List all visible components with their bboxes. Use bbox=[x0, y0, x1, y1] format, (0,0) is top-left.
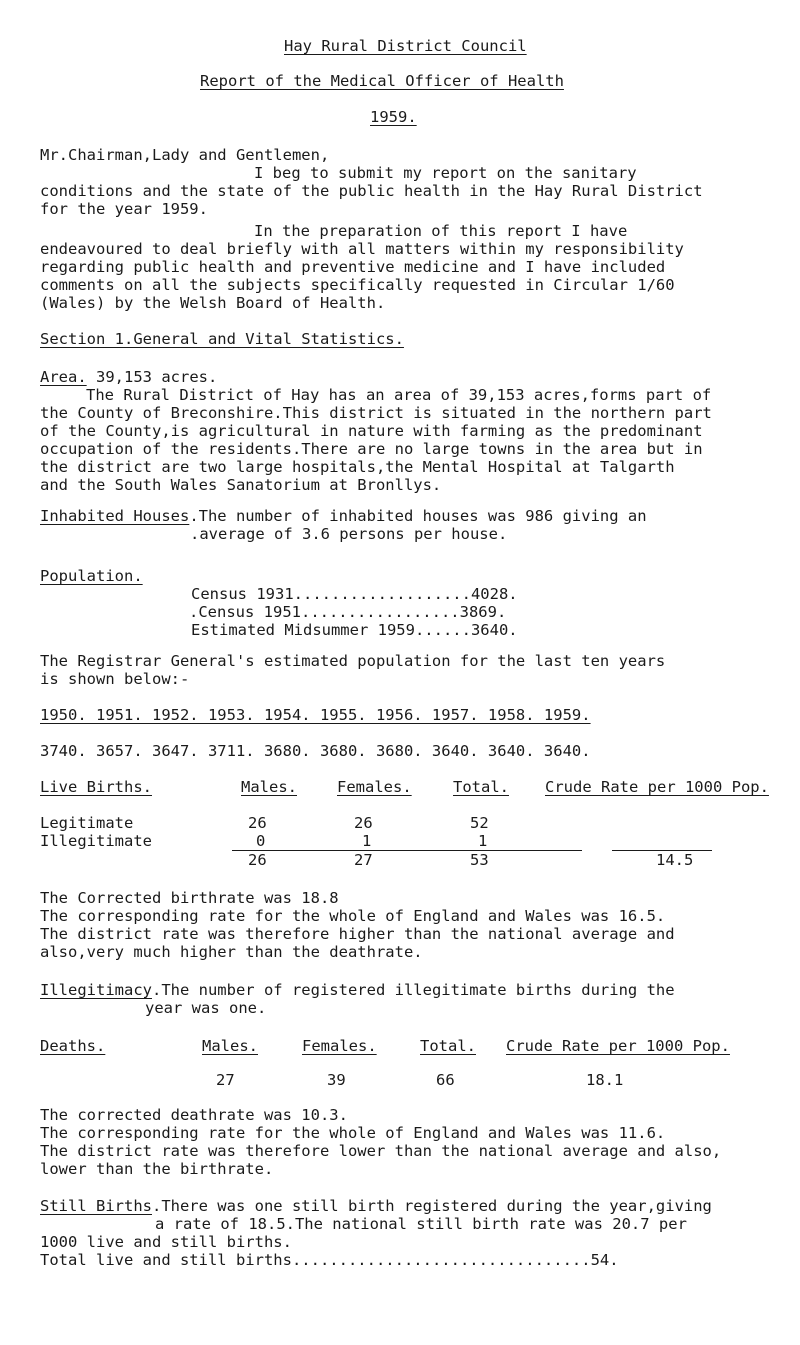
row-label-illegitimate: Illegitimate bbox=[40, 832, 152, 850]
cell-females: 1 bbox=[362, 832, 372, 850]
deaths-col-females: Females. bbox=[302, 1037, 377, 1055]
deaths-note: The district rate was therefore lower than the national average and also, bbox=[40, 1142, 722, 1160]
population-heading: Population. bbox=[40, 567, 143, 585]
row-label-legitimate: Legitimate bbox=[40, 814, 134, 832]
deaths-note: The corresponding rate for the whole of England and Wales was 11.6. bbox=[40, 1124, 666, 1142]
council-name: Hay Rural District Council bbox=[284, 37, 527, 55]
total-rate: 14.5 bbox=[656, 851, 694, 869]
report-year: 1959. bbox=[370, 108, 417, 126]
population-years: 1950. 1951. 1952. 1953. 1954. 1955. 1956. 1957. 1958. 1959. bbox=[40, 706, 591, 724]
census-row: .Census 1951.................3869. bbox=[189, 603, 507, 621]
col-header-males: Males. bbox=[241, 778, 297, 796]
deaths-females: 39 bbox=[327, 1071, 346, 1089]
deaths-males: 27 bbox=[216, 1071, 235, 1089]
still-births-line: 1000 live and still births. bbox=[40, 1233, 292, 1251]
illegitimacy-row: Illegitimacy.The number of registered illegitimate births during the bbox=[40, 981, 675, 999]
col-header-females: Females. bbox=[337, 778, 412, 796]
still-births-row: Still Births.There was one still birth registered during the year,giving bbox=[40, 1197, 712, 1215]
population-values: 3740. 3657. 3647. 3711. 3680. 3680. 3680. 3640. 3640. 3640. bbox=[40, 742, 591, 760]
cell-males: 26 bbox=[248, 814, 267, 832]
area-line: of the County,is agricultural in nature with farming as the predominant bbox=[40, 422, 703, 440]
intro-line: comments on all the subjects specifically requested in Circular 1/60 bbox=[40, 276, 675, 294]
births-note: The corresponding rate for the whole of England and Wales was 16.5. bbox=[40, 907, 666, 925]
intro-line: In the preparation of this report I have bbox=[254, 222, 628, 240]
intro-line: for the year 1959. bbox=[40, 200, 208, 218]
census-row: Census 1931...................4028. bbox=[191, 585, 518, 603]
deaths-col-rate: Crude Rate per 1000 Pop. bbox=[506, 1037, 730, 1055]
total-females: 27 bbox=[354, 851, 373, 869]
deaths-note: The corrected deathrate was 10.3. bbox=[40, 1106, 348, 1124]
col-header-rate: Crude Rate per 1000 Pop. bbox=[545, 778, 769, 796]
deaths-total: 66 bbox=[436, 1071, 455, 1089]
houses-line: .The number of inhabited houses was 986 giving an bbox=[189, 507, 647, 525]
report-title: Report of the Medical Officer of Health bbox=[200, 72, 564, 90]
deaths-col-males: Males. bbox=[202, 1037, 258, 1055]
intro-line: endeavoured to deal briefly with all matters within my responsibility bbox=[40, 240, 684, 258]
cell-total: 52 bbox=[470, 814, 489, 832]
still-births-total: Total live and still births................................54. bbox=[40, 1251, 619, 1269]
table-rule bbox=[232, 850, 582, 851]
live-births-heading: Live Births. bbox=[40, 778, 152, 796]
still-births-heading: Still Births bbox=[40, 1197, 152, 1215]
salutation: Mr.Chairman,Lady and Gentlemen, bbox=[40, 146, 330, 164]
cell-females: 26 bbox=[354, 814, 373, 832]
area-line: and the South Wales Sanatorium at Bronllys. bbox=[40, 476, 442, 494]
illegitimacy-heading: Illegitimacy bbox=[40, 981, 152, 999]
houses-row bbox=[40, 507, 647, 525]
deaths-col-total: Total. bbox=[420, 1037, 476, 1055]
section-heading: Section 1.General and Vital Statistics. bbox=[40, 330, 404, 348]
registrar-intro: is shown below:- bbox=[40, 670, 190, 688]
deaths-note: lower than the birthrate. bbox=[40, 1160, 274, 1178]
area-heading: Area. bbox=[40, 368, 87, 386]
births-note: also,very much higher than the deathrate. bbox=[40, 943, 423, 961]
total-males: 26 bbox=[248, 851, 267, 869]
area-line: occupation of the residents.There are no large towns in the area but in bbox=[40, 440, 703, 458]
illegitimacy-line: year was one. bbox=[145, 999, 267, 1017]
still-births-total-value: 54. bbox=[590, 1251, 619, 1269]
houses-line: .average of 3.6 persons per house. bbox=[190, 525, 508, 543]
area-line: the County of Breconshire.This district is situated in the northern part bbox=[40, 404, 712, 422]
intro-line: I beg to submit my report on the sanitary bbox=[254, 164, 637, 182]
registrar-intro: The Registrar General's estimated population for the last ten years bbox=[40, 652, 666, 670]
area-line: The Rural District of Hay has an area of 39,153 acres,forms part of bbox=[86, 386, 712, 404]
cell-total: 1 bbox=[478, 832, 488, 850]
still-births-line: a rate of 18.5.The national still birth rate was 20.7 per bbox=[155, 1215, 687, 1233]
area-value: 39,153 acres. bbox=[86, 368, 218, 386]
intro-line: conditions and the state of the public health in the Hay Rural District bbox=[40, 182, 703, 200]
deaths-heading: Deaths. bbox=[40, 1037, 106, 1055]
births-note: The Corrected birthrate was 18.8 bbox=[40, 889, 339, 907]
area-heading-row bbox=[40, 368, 217, 386]
estimate-row: Estimated Midsummer 1959......3640. bbox=[191, 621, 518, 639]
intro-line: (Wales) by the Welsh Board of Health. bbox=[40, 294, 386, 312]
col-header-total: Total. bbox=[453, 778, 509, 796]
total-total: 53 bbox=[470, 851, 489, 869]
houses-heading: Inhabited Houses bbox=[40, 507, 190, 525]
births-note: The district rate was therefore higher than the national average and bbox=[40, 925, 675, 943]
deaths-rate: 18.1 bbox=[586, 1071, 624, 1089]
intro-line: regarding public health and preventive medicine and I have included bbox=[40, 258, 666, 276]
area-line: the district are two large hospitals,the Mental Hospital at Talgarth bbox=[40, 458, 675, 476]
cell-males: 0 bbox=[256, 832, 266, 850]
